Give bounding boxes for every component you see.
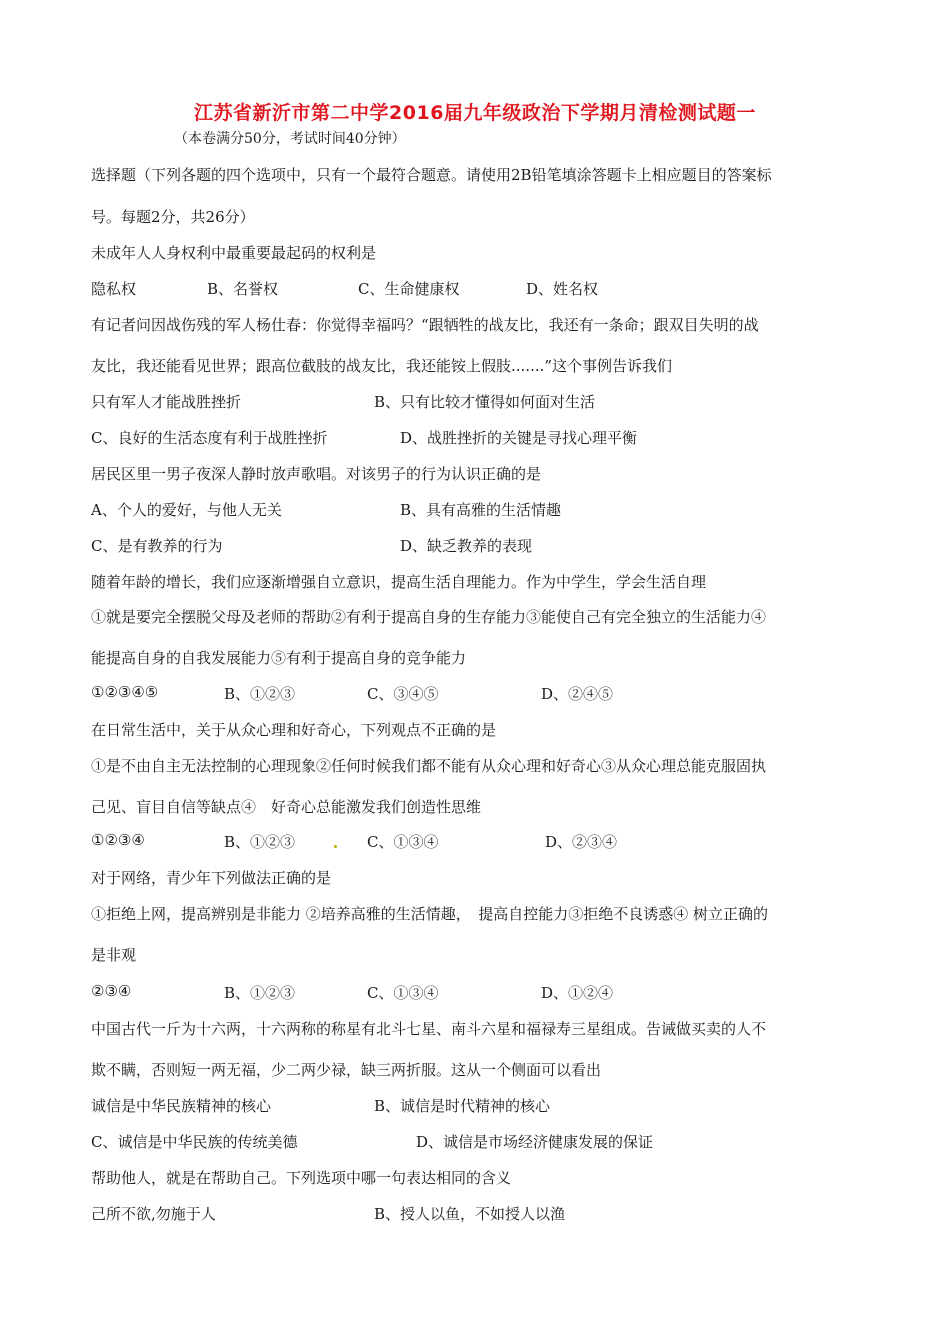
question-3-stem: 居民区里一男子夜深人静时放声歌唱。对该男子的行为认识正确的是: [91, 465, 542, 483]
question-7-option-b: B、诚信是时代精神的核心: [374, 1097, 551, 1115]
ink-speck: [334, 845, 337, 848]
question-2-stem-line-2: 友比，我还能看见世界；跟高位截肢的战友比，我还能铵上假肢.......”这个事例告诉我们: [91, 357, 673, 375]
instructions-line-1: 选择题（下列各题的四个选项中，只有一个最符合题意。请使用2B铅笔填涂答题卡上相应题目的答案标: [91, 166, 772, 184]
question-5-option-c: C、①③④: [367, 833, 439, 851]
question-2-option-c: C、良好的生活态度有利于战胜挫折: [91, 429, 328, 447]
question-4-stem-line-3: 能提高自身的自我发展能力⑤有利于提高自身的竞争能力: [91, 649, 467, 667]
question-4-option-b: B、①②③: [224, 685, 296, 703]
question-4-stem-line-1: 随着年龄的增长，我们应逐渐增强自立意识，提高生活自理能力。作为中学生，学会生活自理: [91, 573, 707, 591]
question-5-stem-line-2: ①是不由自主无法控制的心理现象②任何时候我们都不能有从众心理和好奇心③从众心理总能克服固执: [91, 757, 767, 775]
question-6-stem-line-1: 对于网络，青少年下列做法正确的是: [91, 869, 332, 887]
question-7-stem-line-2: 欺不瞒，否则短一两无福，少二两少禄，缺三两折服。这从一个侧面可以看出: [91, 1061, 602, 1079]
question-7-option-a: 诚信是中华民族精神的核心: [91, 1097, 272, 1115]
question-2-option-a: 只有军人才能战胜挫折: [91, 393, 242, 411]
question-3-option-c: C、是有教养的行为: [91, 537, 223, 555]
question-7-stem-line-1: 中国古代一斤为十六两，十六两称的称星有北斗七星、南斗六星和福禄寿三星组成。告诫做买卖的人不: [91, 1020, 767, 1038]
question-1-option-b: B、名誉权: [207, 280, 279, 298]
question-8-option-b: B、授人以鱼，不如授人以渔: [374, 1205, 566, 1223]
question-3-option-d: D、缺乏教养的表现: [400, 537, 533, 555]
question-1-option-c: C、生命健康权: [358, 280, 460, 298]
question-8-stem: 帮助他人，就是在帮助自己。下列选项中哪一句表达相同的含义: [91, 1169, 512, 1187]
question-3-option-b: B、具有高雅的生活情趣: [400, 501, 562, 519]
page-title: 江苏省新沂市第二中学2016届九年级政治下学期月清检测试题一: [194, 102, 756, 124]
question-1-option-a: 隐私权: [91, 280, 137, 298]
question-2-stem-line-1: 有记者问因战伤残的军人杨仕春：你觉得幸福吗？“跟牺牲的战友比，我还有一条命；跟双目失明的战: [91, 316, 759, 334]
question-4-stem-line-2: ①就是要完全摆脱父母及老师的帮助②有利于提高自身的生存能力③能使自己有完全独立的生活能力④: [91, 608, 767, 626]
question-4-option-a: ①②③④⑤: [91, 683, 159, 701]
question-4-option-d: D、②④⑤: [541, 685, 614, 703]
question-6-option-b: B、①②③: [224, 984, 296, 1002]
exam-info: （本卷满分50分，考试时间40分钟）: [174, 131, 406, 147]
question-6-stem-line-3: 是非观: [91, 946, 137, 964]
question-8-option-a: 己所不欲,勿施于人: [91, 1205, 216, 1223]
question-7-option-c: C、诚信是中华民族的传统美德: [91, 1133, 298, 1151]
question-7-option-d: D、诚信是市场经济健康发展的保证: [416, 1133, 654, 1151]
question-6-stem-line-2: ①拒绝上网，提高辨别是非能力 ②培养高雅的生活情趣， 提高自控能力③拒绝不良诱惑④ 树立正确的: [91, 905, 769, 923]
question-6-option-a: ②③④: [91, 982, 132, 1000]
question-1-stem: 未成年人人身权利中最重要最起码的权利是: [91, 244, 377, 262]
question-1-option-d: D、姓名权: [526, 280, 599, 298]
question-5-stem-line-1: 在日常生活中，关于从众心理和好奇心，下列观点不正确的是: [91, 721, 497, 739]
question-5-option-d: D、②③④: [545, 833, 618, 851]
question-6-option-c: C、①③④: [367, 984, 439, 1002]
question-6-option-d: D、①②④: [541, 984, 614, 1002]
instructions-line-2: 号。每题2分，共26分）: [91, 208, 255, 226]
question-5-stem-line-3: 己见、盲目自信等缺点④ 好奇心总能激发我们创造性思维: [91, 798, 482, 816]
question-5-option-a: ①②③④: [91, 831, 145, 849]
question-2-option-d: D、战胜挫折的关键是寻找心理平衡: [400, 429, 638, 447]
question-3-option-a: A、个人的爱好，与他人无关: [91, 501, 282, 519]
question-5-option-b: B、①②③: [224, 833, 296, 851]
question-2-option-b: B、只有比较才懂得如何面对生活: [374, 393, 596, 411]
question-4-option-c: C、③④⑤: [367, 685, 439, 703]
